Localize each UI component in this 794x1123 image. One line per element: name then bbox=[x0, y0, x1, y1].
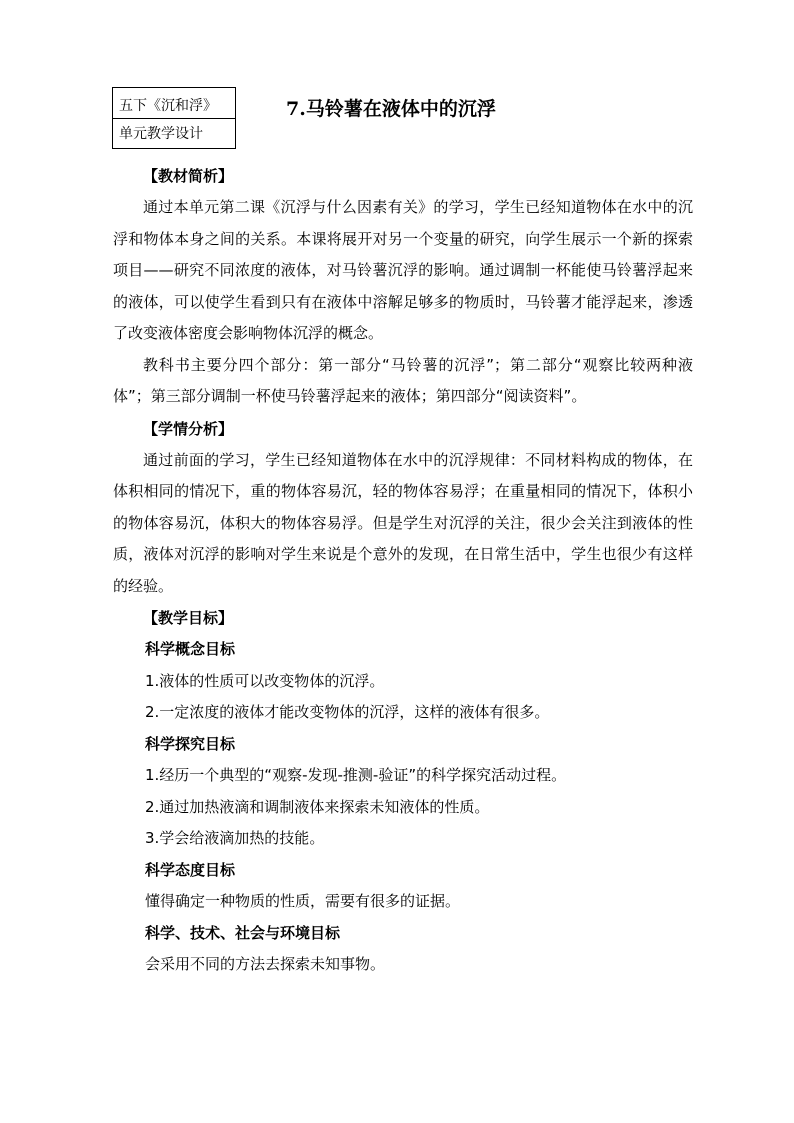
goal-item: 1.液体的性质可以改变物体的沉浮。 bbox=[145, 671, 385, 690]
unit-label-box bbox=[112, 87, 236, 149]
section-heading-teaching-goals: 【教学目标】 bbox=[143, 609, 234, 627]
textbook-analysis-paragraph-2: 教科书主要分四个部分：第一部分“马铃薯的沉浮”；第二部分“观察比较两种液体”；第三部分调制一杯使马铃薯浮起来的液体；第四部分“阅读资料”。 bbox=[113, 355, 693, 405]
goal-heading-attitude: 科学态度目标 bbox=[145, 860, 236, 879]
goal-item: 1.经历一个典型的“观察-发现-推测-验证”的科学探究活动过程。 bbox=[145, 766, 567, 784]
section-heading-textbook-analysis: 【教材简析】 bbox=[143, 167, 234, 185]
document-body bbox=[113, 160, 693, 981]
unit-design-label: 单元教学设计 bbox=[119, 126, 203, 142]
textbook-analysis-paragraph-1: 通过本单元第二课《沉浮与什么因素有关》的学习，学生已经知道物体在水中的沉浮和物体本身之间的关系。本课将展开对另一个变量的研究，向学生展示一个新的探索项目——研究不同浓度的液体，对马铃薯沉浮的影响。通过调制一杯能使马铃薯浮起来的液体，可以使学生看到只有在液体中溶解足够多的物质时，马铃薯才能浮起来，渗透了改变液体密度会影响物体沉浮的概念。 bbox=[113, 198, 693, 342]
goal-item: 3.学会给液滴加热的技能。 bbox=[145, 829, 325, 847]
learner-analysis-paragraph: 通过前面的学习，学生已经知道物体在水中的沉浮规律：不同材料构成的物体，在体积相同的情况下，重的物体容易沉，轻的物体容易浮；在重量相同的情况下，体积小的物体容易沉，体积大的物体容易浮。但是学生对沉浮的关注，很少会关注到液体的性质，液体对沉浮的影响对学生来说是个意外的发现，在日常生活中，学生也很少有这样的经验。 bbox=[113, 450, 693, 595]
goal-heading-sts: 科学、技术、社会与环境目标 bbox=[145, 923, 341, 942]
unit-name: 五下《沉和浮》 bbox=[119, 98, 217, 114]
section-heading-learner-analysis: 【学情分析】 bbox=[143, 419, 234, 438]
goal-item: 2.通过加热液滴和调制液体来探索未知液体的性质。 bbox=[145, 797, 490, 816]
goal-heading-inquiry: 科学探究目标 bbox=[145, 734, 236, 753]
page-title: 7.马铃薯在液体中的沉浮 bbox=[286, 98, 496, 120]
unit-box-divider bbox=[113, 118, 235, 119]
goal-heading-concept: 科学概念目标 bbox=[145, 640, 236, 658]
goal-item: 懂得确定一种物质的性质，需要有很多的证据。 bbox=[145, 892, 461, 910]
goal-item: 2.一定浓度的液体才能改变物体的沉浮，这样的液体有很多。 bbox=[145, 703, 550, 721]
goal-item: 会采用不同的方法去探索未知事物。 bbox=[145, 955, 386, 973]
